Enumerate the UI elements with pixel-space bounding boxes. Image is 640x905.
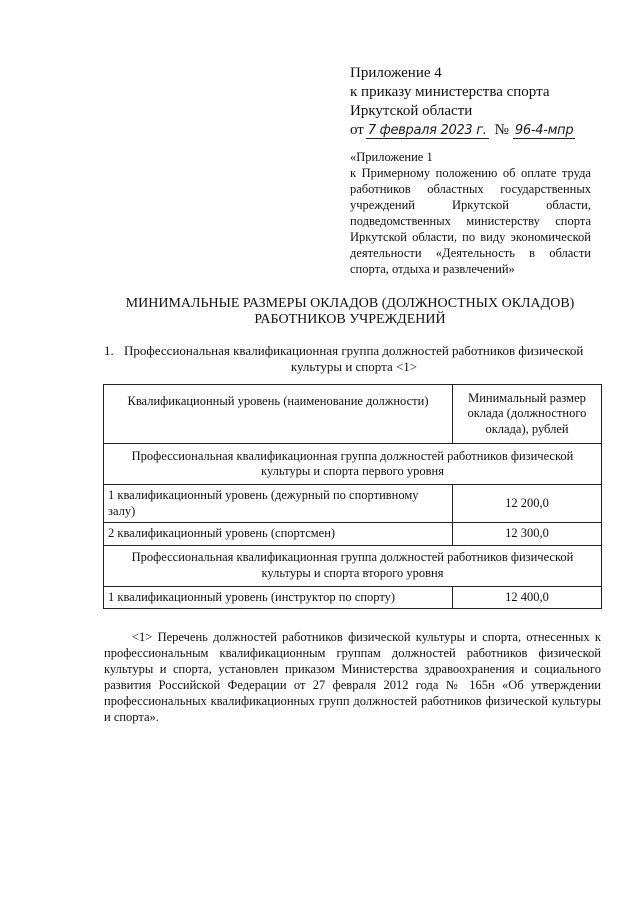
title-line-2: РАБОТНИКОВ УЧРЕЖДЕНИЙ — [254, 312, 446, 327]
level-cell: 2 квалификационный уровень (спортсмен) — [104, 523, 453, 546]
group-1-title: Профессиональная квалификационная группа должностей работников физической культуры и спорта первого уровня — [104, 444, 602, 485]
salary-cell: 12 200,0 — [453, 485, 602, 523]
from-prefix: от — [350, 122, 364, 138]
appendix-order-ref: к приказу министерства спорта — [350, 84, 550, 100]
footnote — [104, 629, 601, 725]
salary-table — [103, 384, 602, 609]
handwritten-number: 96-4-мпр — [514, 123, 574, 138]
appendix1-body: к Примерному положению об оплате труда работников областных государственных учреждений Иркутской области, подведомственных министерству спорта Иркутской области, по виду экономической деятельности «Деятельность в области спорта, отдыха и развлечений» — [350, 166, 591, 276]
appendix-region: Иркутской области — [350, 103, 473, 119]
salary-cell: 12 400,0 — [453, 586, 602, 609]
document-title — [100, 296, 600, 328]
appendix-title: Приложение 4 — [350, 65, 442, 81]
table-header-row — [104, 385, 602, 444]
handwritten-date: 7 февраля 2023 г. — [367, 123, 487, 138]
appendix1-reference — [350, 149, 591, 277]
footnote-text: <1> Перечень должностей работников физической культуры и спорта, отнесенных к профессиональным квалификационным группам должностей работников физической культуры и спорта, установлен приказом Министерства здравоохранения и социального развития Российской Федерации от 27 февраля 2012 года № 165н «Об утверждении профессиональных квалификационных групп должностей работников физической культуры и спорта». — [104, 630, 601, 724]
order-date-number-line — [350, 121, 600, 140]
level-cell: 1 квалификационный уровень (дежурный по спортивному залу) — [104, 485, 453, 523]
title-line-1: МИНИМАЛЬНЫЕ РАЗМЕРЫ ОКЛАДОВ (ДОЛЖНОСТНЫХ ОКЛАДОВ) — [125, 296, 575, 311]
group-2-title: Профессиональная квалификационная группа должностей работников физической культуры и спорта второго уровня — [104, 545, 602, 586]
table-group-row — [104, 545, 602, 586]
table-row — [104, 586, 602, 609]
appendix-header — [350, 64, 600, 140]
section-number: 1. — [104, 343, 114, 358]
table-row — [104, 485, 602, 523]
number-sign: № — [494, 122, 509, 138]
column-header-salary: Минимальный размер оклада (должностного оклада), рублей — [453, 385, 602, 444]
salary-cell: 12 300,0 — [453, 523, 602, 546]
table-group-row — [104, 444, 602, 485]
appendix1-title: «Приложение 1 — [350, 150, 433, 164]
section-heading — [104, 343, 604, 375]
table-row — [104, 523, 602, 546]
column-header-level: Квалификационный уровень (наименование должности) — [104, 385, 453, 444]
level-cell: 1 квалификационный уровень (инструктор по спорту) — [104, 586, 453, 609]
section-heading-line-2: культуры и спорта <1> — [290, 359, 418, 374]
section-heading-line-1: Профессиональная квалификационная группа должностей работников физической — [124, 343, 584, 358]
